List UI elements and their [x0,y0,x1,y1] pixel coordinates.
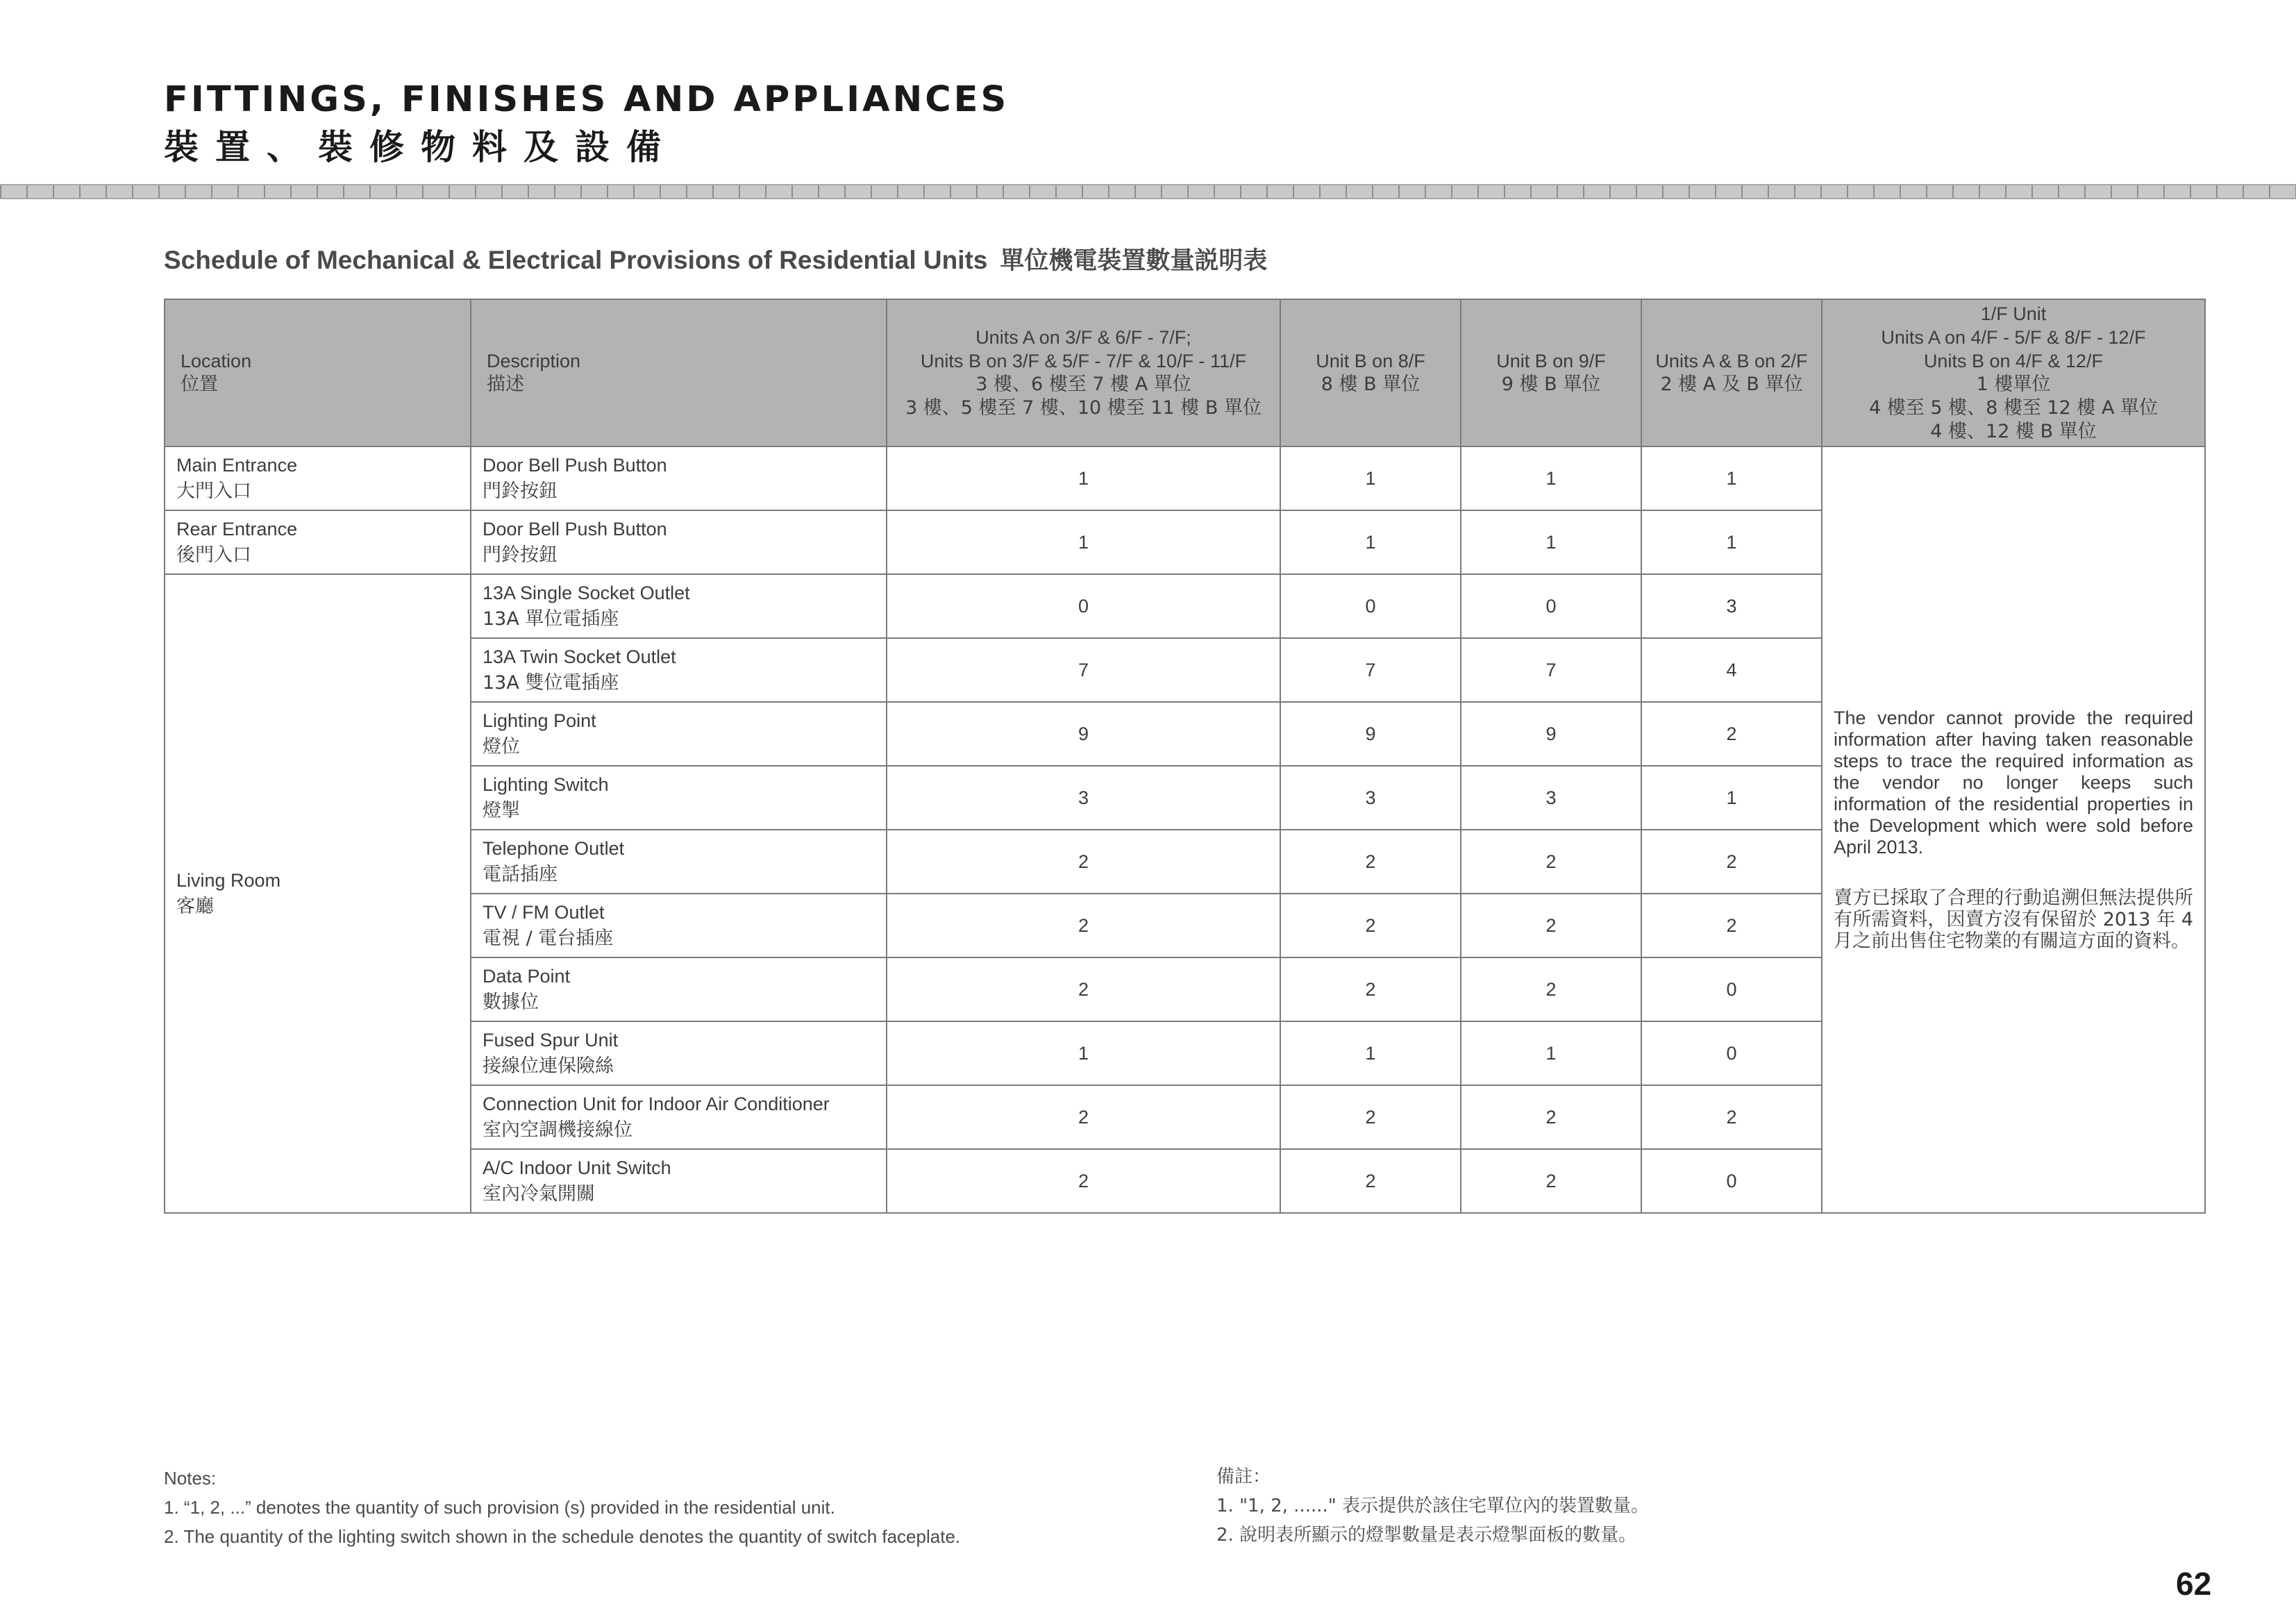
description-cell: Telephone Outlet 電話插座 [471,830,887,894]
quantity-cell: 2 [1641,830,1822,894]
description-cell: 13A Twin Socket Outlet 13A 雙位電插座 [471,638,887,702]
location-cell-rear-entrance: Rear Entrance 後門入口 [165,510,471,574]
quantity-cell: 0 [887,574,1280,638]
col-header-units-2f: Units A & B on 2/F 2 樓 A 及 B 單位 [1641,299,1822,446]
quantity-cell: 2 [887,1085,1280,1149]
description-cell: Lighting Point 燈位 [471,702,887,766]
col-header-location: Location 位置 [165,299,471,446]
quantity-cell: 0 [1461,574,1641,638]
col-header-units-3f-7f: Units A on 3/F & 6/F - 7/F; Units B on 3/F & 5/F - 7/F & 10/F - 11/F 3 樓、6 樓至 7 樓 A 單位 3 樓、5 樓至 7 樓、10 樓至 11 樓 B 單位 [887,299,1280,446]
quantity-cell: 2 [1641,894,1822,957]
col-header-description: Description 描述 [471,299,887,446]
page-number: 62 [2176,1566,2212,1602]
quantity-cell: 1 [1641,446,1822,510]
quantity-cell: 7 [1461,638,1641,702]
quantity-cell: 9 [1461,702,1641,766]
quantity-cell: 1 [1280,510,1461,574]
quantity-cell: 2 [1461,1085,1641,1149]
notes-en-item-1: 1. “1, 2, ...” denotes the quantity of such provision (s) provided in the residential unit. [164,1497,835,1518]
remark-zh: 賣方已採取了合理的行動追溯但無法提供所有所需資料，因賣方沒有保留於 2013 年 4 月之前出售住宅物業的有關這方面的資料。 [1834,887,2193,952]
quantity-cell: 1 [1461,1021,1641,1085]
quantity-cell: 2 [1461,1149,1641,1213]
quantity-cell: 9 [887,702,1280,766]
quantity-cell: 2 [887,957,1280,1021]
description-cell: Data Point 數據位 [471,957,887,1021]
quantity-cell: 0 [1641,957,1822,1021]
quantity-cell: 7 [1280,638,1461,702]
quantity-cell: 2 [1461,957,1641,1021]
provisions-table [164,299,2206,1214]
header-divider-ruler [0,184,2296,199]
col-header-other-units: 1/F Unit Units A on 4/F - 5/F & 8/F - 12/F Units B on 4/F & 12/F 1 樓單位 4 樓至 5 樓、8 樓至 12 樓 A 單位 4 樓、12 樓 B 單位 [1822,299,2205,446]
quantity-cell: 4 [1641,638,1822,702]
description-cell: Fused Spur Unit 接線位連保險絲 [471,1021,887,1085]
quantity-cell: 1 [1280,446,1461,510]
notes-zh [1216,1462,1649,1550]
col-header-unit-b-8f: Unit B on 8/F 8 樓 B 單位 [1280,299,1461,446]
quantity-cell: 2 [1280,957,1461,1021]
quantity-cell: 2 [887,1149,1280,1213]
description-cell: TV / FM Outlet 電視 / 電台插座 [471,894,887,957]
schedule-title-zh: 單位機電裝置數量説明表 [1000,247,1268,275]
quantity-cell: 3 [1280,766,1461,830]
page-title-zh: 裝置、裝修物料及設備 [164,127,678,167]
quantity-cell: 1 [1461,446,1641,510]
remark-cell [1822,446,2205,1213]
notes-en-title: Notes: [164,1468,217,1489]
quantity-cell: 3 [887,766,1280,830]
description-cell: A/C Indoor Unit Switch 室內冷氣開關 [471,1149,887,1213]
quantity-cell: 1 [887,446,1280,510]
quantity-cell: 2 [1280,894,1461,957]
quantity-cell: 2 [1461,894,1641,957]
quantity-cell: 1 [1641,766,1822,830]
page-header [164,78,1009,172]
quantity-cell: 0 [1280,574,1461,638]
description-cell: Door Bell Push Button 門鈴按鈕 [471,446,887,510]
table-header-row [165,299,2205,446]
quantity-cell: 1 [887,1021,1280,1085]
quantity-cell: 2 [1280,830,1461,894]
quantity-cell: 2 [1641,1085,1822,1149]
col-header-unit-b-9f: Unit B on 9/F 9 樓 B 單位 [1461,299,1641,446]
quantity-cell: 2 [887,894,1280,957]
description-cell: Lighting Switch 燈掣 [471,766,887,830]
quantity-cell: 0 [1641,1021,1822,1085]
quantity-cell: 2 [1280,1085,1461,1149]
schedule-title-en: Schedule of Mechanical & Electrical Provisions of Residential Units [164,246,988,274]
quantity-cell: 1 [1641,510,1822,574]
location-cell-main-entrance: Main Entrance 大門入口 [165,446,471,510]
notes-zh-item-1: 1. "1, 2, ......" 表示提供於該住宅單位內的裝置數量。 [1216,1496,1649,1516]
quantity-cell: 1 [887,510,1280,574]
table-row [165,446,2205,510]
location-cell-living-room: Living Room 客廳 [165,574,471,1213]
notes-zh-item-2: 2. 說明表所顯示的燈掣數量是表示燈掣面板的數量。 [1216,1525,1637,1546]
quantity-cell: 3 [1461,766,1641,830]
notes-en-item-2: 2. The quantity of the lighting switch shown in the schedule denotes the quantity of switch faceplate. [164,1526,961,1547]
quantity-cell: 0 [1641,1149,1822,1213]
page-title-en: FITTINGS, FINISHES AND APPLIANCES [164,79,1009,120]
description-cell: 13A Single Socket Outlet 13A 單位電插座 [471,574,887,638]
quantity-cell: 2 [1280,1149,1461,1213]
quantity-cell: 1 [1461,510,1641,574]
notes-en [164,1464,960,1551]
quantity-cell: 3 [1641,574,1822,638]
description-cell: Door Bell Push Button 門鈴按鈕 [471,510,887,574]
quantity-cell: 7 [887,638,1280,702]
quantity-cell: 2 [887,830,1280,894]
quantity-cell: 9 [1280,702,1461,766]
quantity-cell: 2 [1641,702,1822,766]
schedule-title [164,242,1267,276]
description-cell: Connection Unit for Indoor Air Conditioner 室內空調機接線位 [471,1085,887,1149]
remark-en: The vendor cannot provide the required information after having taken reasonable steps to trace the required information as the vendor no longer keeps such information of the residential properties in the Development which were sold before April 2013. [1834,708,2193,857]
quantity-cell: 2 [1461,830,1641,894]
notes-zh-title: 備註： [1216,1466,1271,1487]
quantity-cell: 1 [1280,1021,1461,1085]
